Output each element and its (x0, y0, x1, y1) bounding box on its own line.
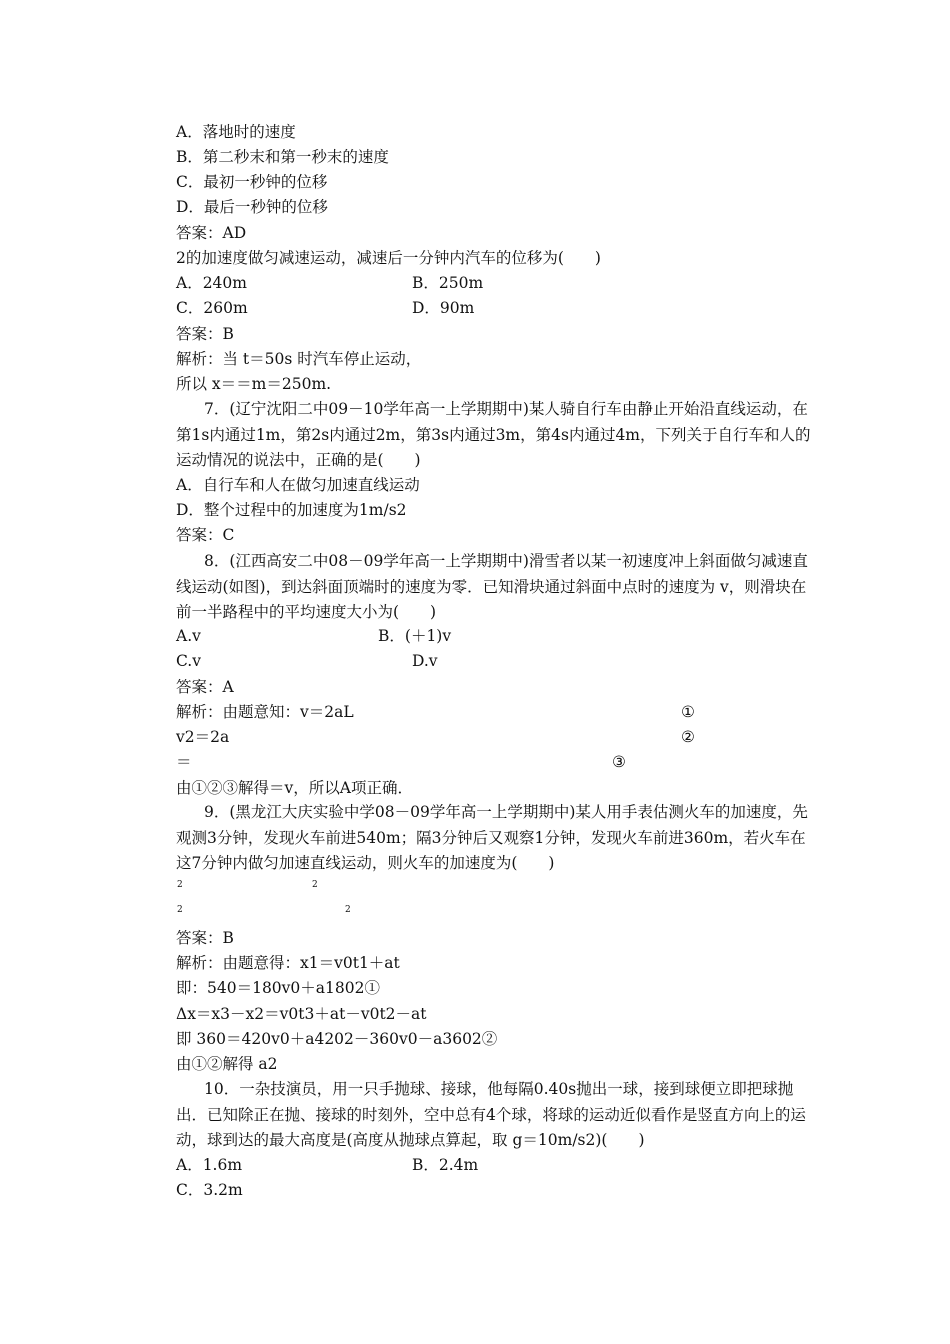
option-a: A．240m (176, 274, 247, 292)
explanation: 解析：当 t＝50s 时汽车停止运动， (176, 350, 422, 368)
question-7: 7．(辽宁沈阳二中09－10学年高一上学期期中)某人骑自行车由静止开始沿直线运动，在第1s内通过1m，第2s内通过2m，第3s内通过3m，第4s内通过4m，下列关于自行车和人的运动情况的说法中，正确的是( ) (176, 400, 811, 469)
equation-marker: ③ (612, 753, 626, 771)
equation: ＝ (176, 753, 192, 771)
question-9: 9．(黑龙江大庆实验中学08－09学年高一上学期期中)某人用手表估测火车的加速度，先观测3分钟，发现火车前进540m；隔3分钟后又观察1分钟，发现火车前进360m，若火车在这7分钟内做匀加速直线运动，则火车的加速度为( ) (176, 803, 808, 872)
superscript: 2 (345, 905, 351, 915)
option-a: A.v (176, 627, 201, 645)
option-a: A．自行车和人在做匀加速直线运动 (176, 476, 420, 494)
option-d: D．整个过程中的加速度为1m/s2 (176, 501, 407, 519)
answer: 答案：A (176, 678, 234, 696)
answer: 答案：AD (176, 224, 247, 242)
option-b: B．250m (412, 274, 484, 292)
option-c: C.v (176, 652, 201, 670)
explanation: 解析：由题意知：v＝2aL (176, 703, 354, 721)
option-d: D．最后一秒钟的位移 (176, 198, 328, 216)
option-b: B．第二秒末和第一秒末的速度 (176, 148, 389, 166)
equation: v2＝2a (176, 728, 230, 746)
option-c: C．最初一秒钟的位移 (176, 173, 328, 191)
question-text: 2的加速度做匀减速运动，减速后一分钟内汽车的位移为( ) (176, 249, 601, 267)
option-c: C．260m (176, 299, 248, 317)
option-c: C．3.2m (176, 1181, 243, 1199)
question-10: 10．一杂技演员，用一只手抛球、接球，他每隔0.40s抛出一球，接到球便立即把球抛出．已知除正在抛、接球的时刻外，空中总有4个球，将球的运动近似看作是竖直方向上的运动，球到达的最大高度是(高度从抛球点算起，取 g＝10m/s2)( ) (176, 1080, 806, 1149)
equation: 即：540＝180v0＋a1802① (176, 979, 380, 997)
option-b: B．2.4m (412, 1156, 479, 1174)
equation: 即 360＝420v0＋a4202－360v0－a3602② (176, 1030, 498, 1048)
equation: Δx＝x3－x2＝v0t3＋at－v0t2－at (176, 1005, 427, 1023)
superscript: 2 (177, 880, 183, 890)
option-a: A．落地时的速度 (176, 123, 296, 141)
explanation: 由①②③解得＝v，所以A项正确． (176, 779, 413, 797)
explanation: 所以 x＝＝m＝250m. (176, 375, 332, 393)
superscript: 2 (312, 880, 318, 890)
superscript: 2 (177, 905, 183, 915)
equation-marker: ① (681, 703, 695, 721)
explanation: 由①②解得 a2 (176, 1055, 278, 1073)
explanation: 解析：由题意得：x1＝v0t1＋at (176, 954, 400, 972)
equation-marker: ② (681, 728, 695, 746)
option-b: B．(＋1)v (378, 627, 452, 645)
question-8: 8．(江西高安二中08－09学年高一上学期期中)滑雪者以某一初速度冲上斜面做匀减速直线运动(如图)，到达斜面顶端时的速度为零．已知滑块通过斜面中点时的速度为 v，则滑块在前一半路程中的平均速度大小为( ) (176, 552, 808, 621)
answer: 答案：C (176, 526, 235, 544)
answer: 答案：B (176, 325, 234, 343)
option-d: D.v (412, 652, 438, 670)
option-d: D．90m (412, 299, 475, 317)
answer: 答案：B (176, 929, 234, 947)
option-a: A．1.6m (176, 1156, 243, 1174)
